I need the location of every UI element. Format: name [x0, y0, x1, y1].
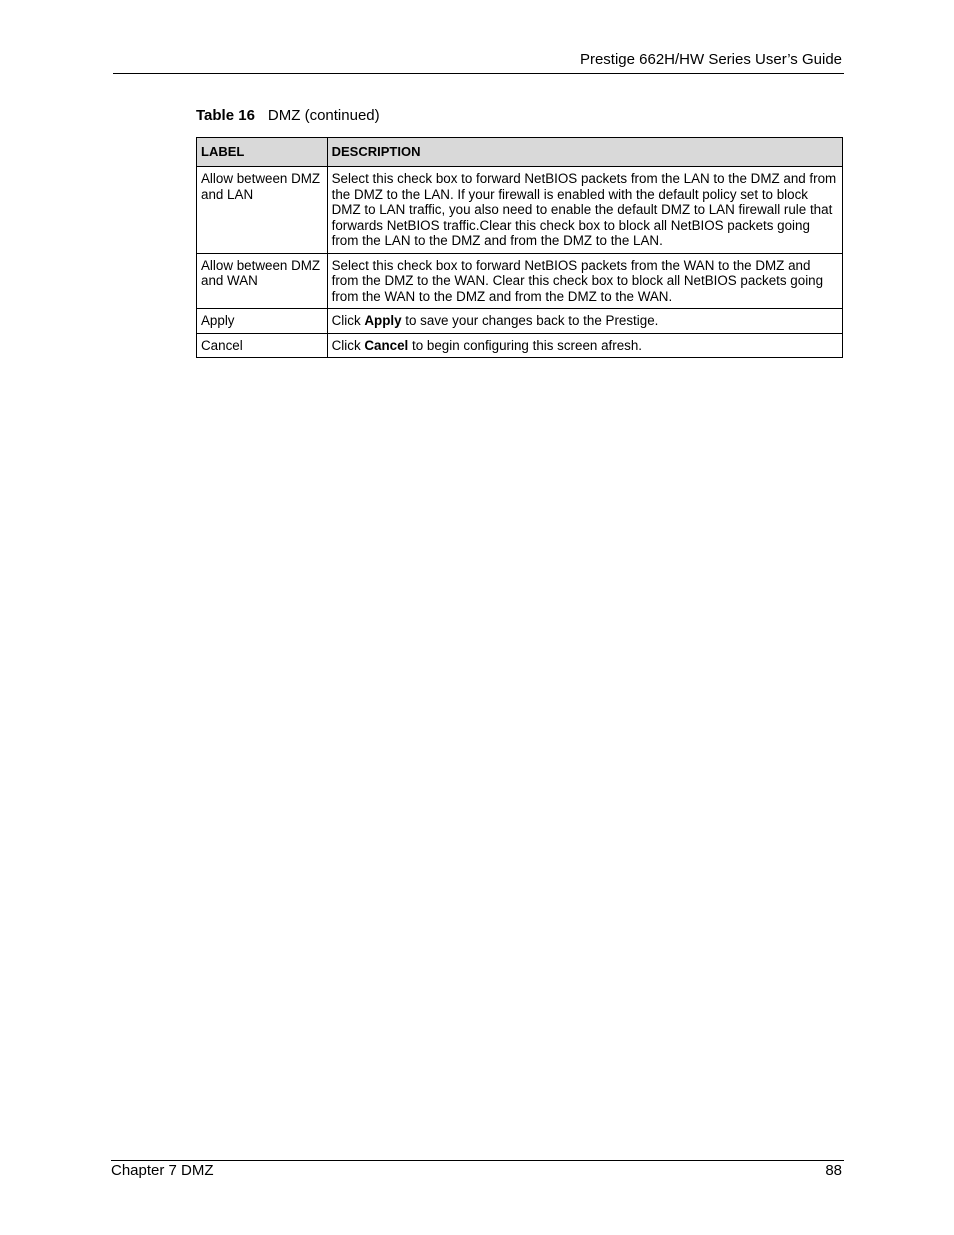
header-rule	[113, 73, 844, 74]
footer-chapter: Chapter 7 DMZ	[111, 1162, 214, 1179]
table-caption	[196, 107, 380, 125]
table-row	[197, 333, 843, 358]
row-label-apply: Apply	[197, 309, 328, 334]
dmz-table	[196, 137, 843, 358]
row-description-allow-dmz-wan: Select this check box to forward NetBIOS packets from the WAN to the DMZ and from the DMZ to the WAN. Clear this check box to block all NetBIOS packets going from the WAN to the DMZ and from the DMZ to the WAN.	[327, 253, 842, 309]
running-header-title: Prestige 662H/HW Series User’s Guide	[579, 51, 842, 68]
table-caption-text: DMZ (continued)	[267, 107, 380, 124]
table-row	[197, 167, 843, 254]
column-header-label: LABEL	[197, 138, 328, 167]
table-row	[197, 253, 843, 309]
row-description-cancel: Click Cancel to begin configuring this screen afresh.	[327, 333, 842, 358]
page-number: 88	[825, 1162, 842, 1179]
row-description-allow-dmz-lan: Select this check box to forward NetBIOS packets from the LAN to the DMZ and from the DMZ to the LAN. If your firewall is enabled with the default policy set to block DMZ to LAN traffic, you also need to enable the default DMZ to LAN firewall rule that forwards NetBIOS traffic.Clear this check box to block all NetBIOS packets going from the LAN to the DMZ and from the DMZ to the LAN.	[327, 167, 842, 254]
table-caption-number: Table 16	[196, 107, 255, 124]
table-header-row	[197, 138, 843, 167]
row-label-allow-dmz-lan: Allow between DMZ and LAN	[197, 167, 328, 254]
row-description-apply: Click Apply to save your changes back to the Prestige.	[327, 309, 842, 334]
row-label-cancel: Cancel	[197, 333, 328, 358]
row-label-allow-dmz-wan: Allow between DMZ and WAN	[197, 253, 328, 309]
footer-rule	[111, 1160, 844, 1161]
column-header-description: DESCRIPTION	[327, 138, 842, 167]
table-row	[197, 309, 843, 334]
